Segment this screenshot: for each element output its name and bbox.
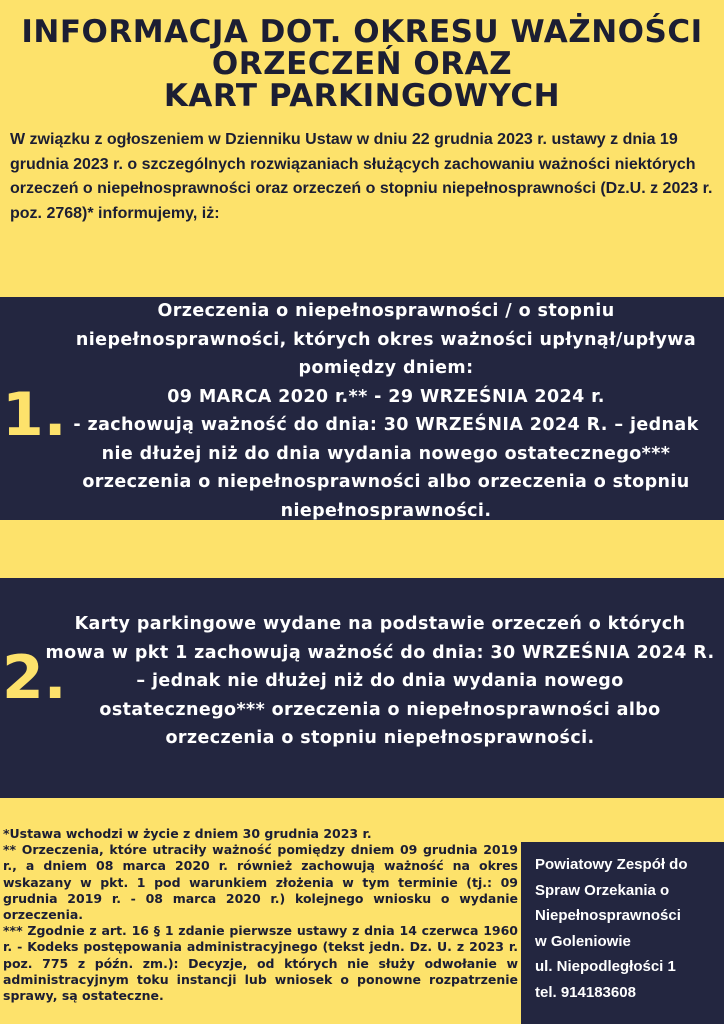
- section-1-line: niepełnosprawności, których okres ważności upłynął/upływa: [75, 329, 697, 350]
- footnote: *** Zgodnie z art. 16 § 1 zdanie pierwsze ustawy z dnia 14 czerwca 1960 r. - Kodeks postępowania administracyjnego (tekst jedn. Dz. U. z 2023 r. poz. 775 z późn. zm.): Decyzje, od których nie służy odwołanie w administracyjnym toku instancji lub wniosek o ponowne rozpatrzenie sprawy, są ostateczne.: [3, 923, 518, 1004]
- contact-address: ul. Niepodległości 1: [535, 958, 676, 975]
- title-line: INFORMACJA DOT. OKRESU WAŻNOŚCI: [21, 14, 703, 50]
- contact-box: [521, 842, 724, 1024]
- contact-line: w Goleniowie: [535, 932, 631, 950]
- section-2-panel: [0, 578, 724, 798]
- section-1-line: - zachowują ważność do dnia: 30 WRZEŚNIA 2024 R. – jednak: [73, 415, 699, 435]
- footnote: ** Orzeczenia, które utraciły ważność pomiędzy dniem 09 grudnia 2019 r., a dniem 08 marca 2020 r. również zachowują ważność na okres wskazany w pkt. 1 pod warunkiem złożenia w tym terminie (tj.: 09 grudnia 2019 r. - 08 marca 2020 r.) kolejnego wniosku o wydanie orzeczenia.: [3, 842, 518, 923]
- footnotes: [3, 826, 518, 1004]
- section-2-line: orzeczenia o stopniu niepełnosprawności.: [165, 728, 595, 748]
- section-2-line: ostatecznego*** orzeczenia o niepełnosprawności albo: [99, 699, 661, 720]
- contact-line: Spraw Orzekania o: [535, 881, 670, 899]
- section-1-line: niepełnosprawności.: [280, 500, 492, 521]
- page-title: [0, 16, 724, 112]
- contact-line: Niepełnosprawności: [535, 907, 681, 924]
- section-1-text: [62, 297, 710, 525]
- section-1-line: Orzeczenia o niepełnosprawności / o stopniu: [157, 301, 615, 321]
- section-2-line: – jednak nie dłużej niż do dnia wydania nowego: [136, 671, 624, 691]
- footnote: *Ustawa wchodzi w życie z dniem 30 grudnia 2023 r.: [3, 826, 372, 841]
- title-line: KART PARKINGOWYCH: [163, 78, 561, 114]
- section-1-line: nie dłużej niż do dnia wydania nowego ostatecznego***: [101, 443, 671, 464]
- contact-phone: tel. 914183608: [535, 983, 636, 1001]
- section-1-line: pomiędzy dniem:: [298, 358, 474, 378]
- intro-paragraph: W związku z ogłoszeniem w Dzienniku Ustaw w dniu 22 grudnia 2023 r. ustawy z dnia 19 grudnia 2023 r. o szczególnych rozwiązaniach służących zachowaniu ważności niektórych orzeczeń o niepełnosprawności oraz orzeczeń o stopniu niepełnosprawności (Dz.U. z 2023 r. poz. 2768)* informujemy, iż:: [10, 131, 713, 222]
- section-1-panel: [0, 297, 724, 520]
- contact-details: [535, 852, 688, 1005]
- section-1-number: 1.: [2, 380, 67, 450]
- section-1-line: 09 MARCA 2020 r.** - 29 WRZEŚNIA 2024 r.: [167, 386, 605, 407]
- section-2-number: 2.: [2, 643, 67, 713]
- section-2-line: Karty parkingowe wydane na podstawie orzeczeń o których: [74, 614, 686, 634]
- section-1-line: orzeczenia o niepełnosprawności albo orzeczenia o stopniu: [82, 472, 690, 492]
- contact-line: Powiatowy Zespół do: [535, 856, 688, 873]
- title-line: ORZECZEŃ ORAZ: [211, 46, 513, 82]
- section-2-text: [40, 610, 720, 753]
- section-2-line: mowa w pkt 1 zachowują ważność do dnia: 30 WRZEŚNIA 2024 R.: [45, 642, 715, 663]
